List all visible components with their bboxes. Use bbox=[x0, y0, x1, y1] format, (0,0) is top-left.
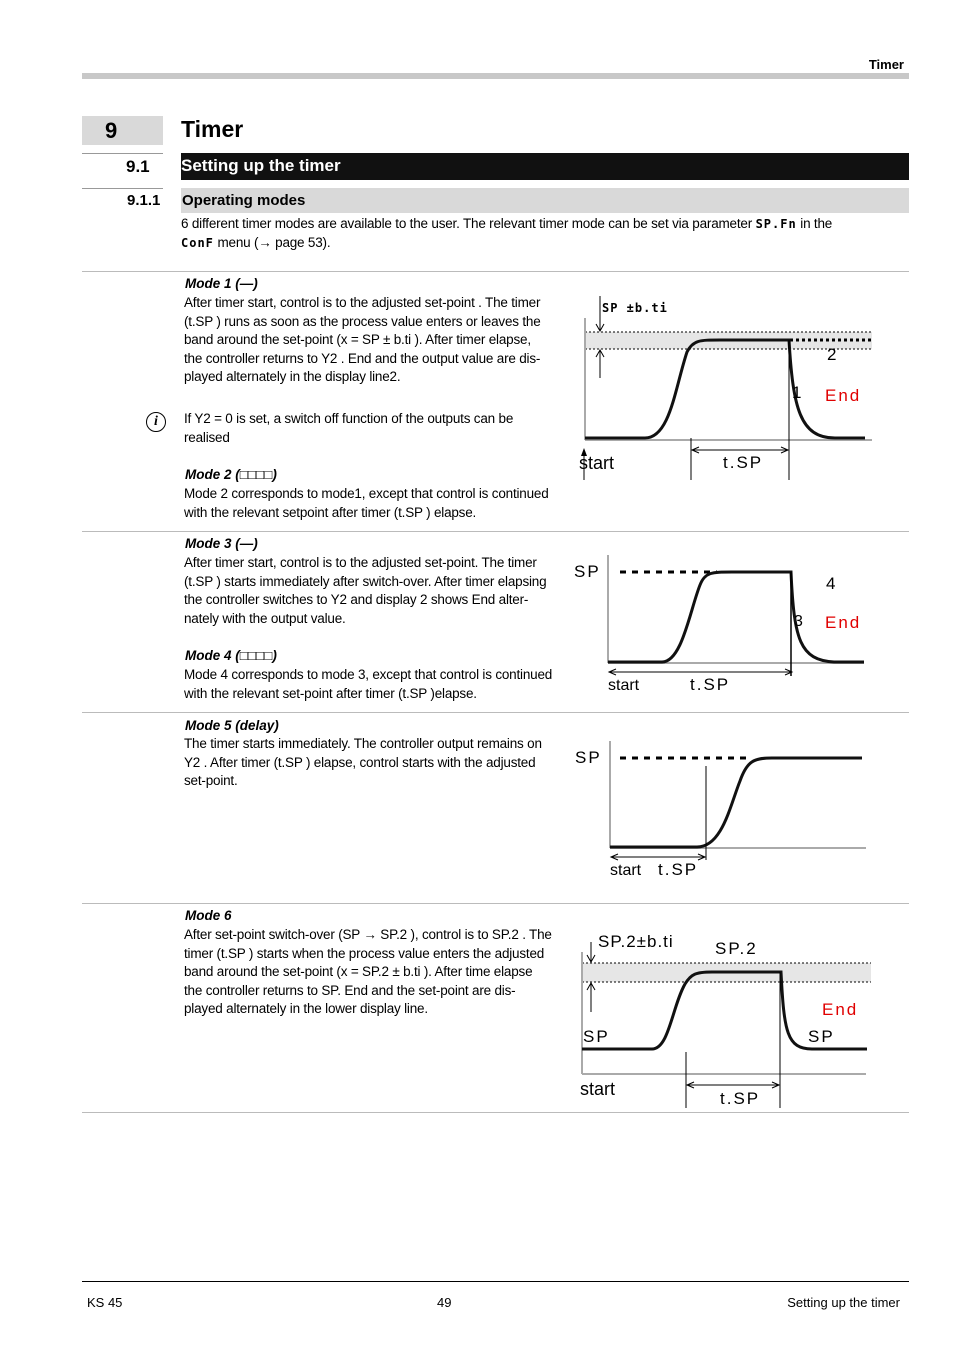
chapter-number: 9 bbox=[105, 118, 118, 143]
mode6-chart bbox=[572, 922, 872, 1112]
divider bbox=[82, 531, 909, 532]
section-number: 9.1 bbox=[126, 157, 150, 176]
subsection-number: 9.1.1 bbox=[127, 192, 161, 209]
info-icon: i bbox=[146, 412, 166, 432]
mode1-text: After timer start, control is to the adjusted set-point . The timer (t.SP ) runs as soon as the process value enters or leaves the band around the set-point (x = SP ± b.ti ). After timer elapse, the controller returns to Y2 . End and the output value are dis- played alternately in the display line2. bbox=[184, 295, 541, 385]
mode1-chart bbox=[575, 288, 875, 488]
label-1: 1 bbox=[792, 383, 802, 402]
mode3-text: After timer start, control is to the adjusted set-point. The timer (t.SP ) starts immediately after switch-over. After timer elapsing the controller switches to Y2 and display 2 shows End alter- nately with the output value. bbox=[184, 555, 547, 626]
process-curve bbox=[610, 758, 862, 847]
tsp-label: t.SP bbox=[690, 675, 731, 694]
mode6-text: After set-point switch-over (SP → SP.2 ), control is to SP.2 . The timer (t.SP ) starts when the process value enters the adjusted band around the set-point (x = SP.2 ± b.ti ). After time elapse the controller returns to SP. End and the set-point are dis- played alternately in the lower display line. bbox=[184, 927, 552, 1017]
mode3-title: Mode 3 (—) bbox=[185, 536, 258, 551]
divider bbox=[82, 1112, 909, 1113]
param-conf: ConF bbox=[181, 235, 214, 250]
sp-label: SP bbox=[574, 562, 601, 581]
tsp-label: t.SP bbox=[723, 453, 764, 472]
mode5-text: The timer starts immediately. The controller output remains on Y2 . After timer (t.SP ) elapse, control starts with the adjusted set-point. bbox=[184, 736, 542, 789]
section-title: Setting up the timer bbox=[181, 156, 341, 175]
start-label: start bbox=[608, 677, 640, 694]
band-label: SP ±b.ti bbox=[602, 301, 668, 315]
sp-label: SP bbox=[575, 748, 602, 767]
tsp-label: t.SP bbox=[720, 1089, 761, 1108]
page-number: 49 bbox=[437, 1295, 452, 1310]
sp-right-label: SP bbox=[808, 1027, 835, 1046]
subsection-number-rule bbox=[82, 188, 163, 189]
mode3-chart bbox=[572, 550, 872, 700]
sp-left-label: SP bbox=[583, 1027, 610, 1046]
mode4-text: Mode 4 corresponds to mode 3, except that control is continued with the relevant set-point after timer (t.SP )elapse. bbox=[184, 667, 553, 701]
mode1-note: If Y2 = 0 is set, a switch off function of the outputs can be realised bbox=[184, 411, 514, 445]
mode6-title: Mode 6 bbox=[185, 908, 232, 923]
header-rule bbox=[82, 73, 909, 79]
end-label: End bbox=[825, 613, 862, 632]
start-label: start bbox=[610, 862, 642, 879]
subsection-title-bar bbox=[181, 188, 909, 213]
divider bbox=[82, 903, 909, 904]
footer-right: Setting up the timer bbox=[787, 1295, 900, 1310]
mode4-title: Mode 4 (□□□□) bbox=[185, 648, 277, 663]
footer-left: KS 45 bbox=[87, 1295, 123, 1310]
divider bbox=[82, 271, 909, 272]
tsp-label: t.SP bbox=[658, 860, 699, 879]
chapter-number-box bbox=[82, 116, 163, 145]
chapter-title: Timer bbox=[181, 116, 244, 142]
label-4: 4 bbox=[826, 574, 836, 593]
label-2: 2 bbox=[827, 345, 837, 364]
sp2-label: SP.2 bbox=[715, 939, 758, 958]
intro-paragraph: 6 different timer modes are available to the user. The relevant timer mode can be set via parameter SP.Fn in the ConF menu (→ page 53). bbox=[181, 216, 833, 250]
end-label: End bbox=[822, 1000, 859, 1019]
end-label: End bbox=[825, 386, 862, 405]
running-header: Timer bbox=[868, 57, 904, 72]
mode1-title: Mode 1 (—) bbox=[185, 276, 258, 291]
mode2-title: Mode 2 (□□□□) bbox=[185, 467, 277, 482]
footer-rule bbox=[82, 1281, 909, 1282]
start-label: start bbox=[580, 1079, 616, 1099]
process-curve bbox=[585, 340, 865, 438]
param-spfn: SP.Fn bbox=[755, 217, 797, 231]
section-title-bar bbox=[181, 153, 909, 180]
start-label: start bbox=[579, 453, 615, 473]
section-number-rule bbox=[82, 153, 163, 154]
mode2-text: Mode 2 corresponds to mode1, except that control is continued with the relevant setpoint after timer (t.SP ) elapse. bbox=[184, 486, 549, 520]
label-3: 3 bbox=[794, 613, 803, 630]
mode5-title: Mode 5 (delay) bbox=[185, 718, 279, 733]
band-label: SP.2±b.ti bbox=[598, 932, 674, 951]
subsection-title: Operating modes bbox=[182, 192, 306, 209]
mode5-chart bbox=[572, 736, 872, 886]
divider bbox=[82, 712, 909, 713]
